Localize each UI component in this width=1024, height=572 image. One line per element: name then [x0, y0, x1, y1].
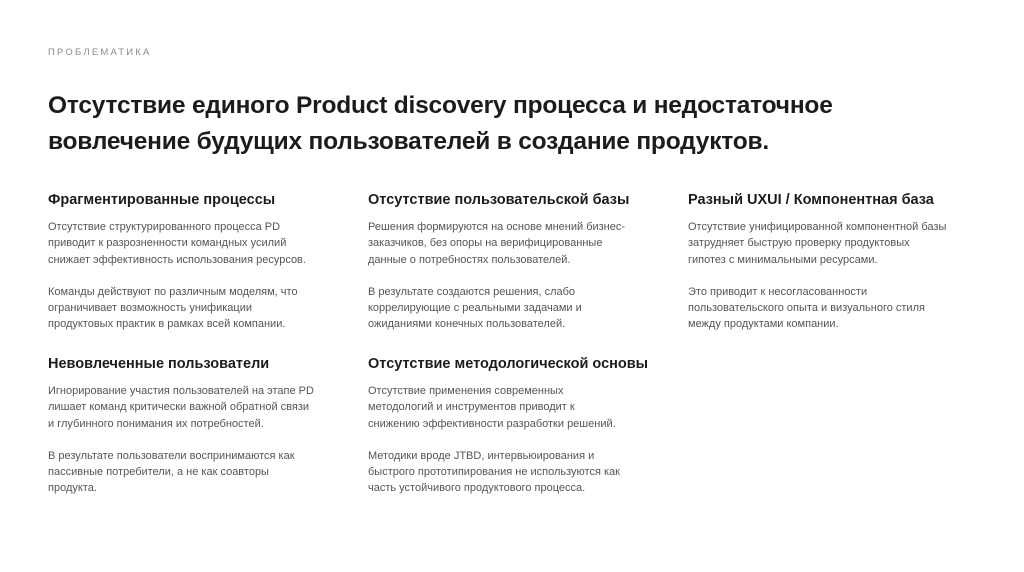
card-paragraph-1: [688, 219, 988, 268]
card-line: данные о потребностях пользователей.: [368, 253, 571, 266]
card-line: приводит к разрозненности командных усилий: [48, 237, 287, 250]
page-title-line-2: вовлечение будущих пользователей в создание продуктов.: [48, 128, 769, 155]
card-line: быстрого прототипирования не используются как: [368, 466, 620, 479]
card-title: Отсутствие методологической основы: [368, 356, 649, 372]
card-paragraph-2: [368, 284, 668, 333]
card-line: Отсутствие унифицированной компонентной базы: [688, 221, 947, 233]
card-line: и глубинного понимания их потребностей.: [48, 417, 264, 430]
card-title: Невовлеченные пользователи: [48, 356, 270, 372]
card-line: ограничивает возможность унификации: [48, 302, 253, 315]
card-paragraph-1: [48, 383, 348, 432]
card-line: Отсутствие применения современных: [368, 385, 564, 397]
problem-card-no-methodology: [368, 354, 668, 497]
card-line: Команды действуют по различным моделям, что: [48, 285, 298, 298]
card-line: часть устойчивого продуктового процесса.: [368, 482, 586, 495]
eyebrow-label: ПРОБЛЕМАТИКА: [48, 47, 152, 58]
card-line: гипотез с минимальными ресурсами.: [688, 253, 878, 266]
problem-card-fragmented-processes: [48, 190, 348, 333]
card-line: заказчиков, без опоры на верифицированные: [368, 237, 603, 250]
card-line: лишает команд критически важной обратной связи: [48, 401, 310, 414]
card-line: снижению эффективности разработки решений.: [368, 417, 616, 430]
card-line: Это приводит к несогласованности: [688, 285, 868, 298]
card-line: Методики вроде JTBD, интервьюирования и: [368, 449, 595, 462]
card-title: Фрагментированные процессы: [48, 192, 276, 208]
problem-card-no-user-base: [368, 190, 668, 333]
card-line: ожиданиями конечных пользователей.: [368, 318, 566, 331]
card-line: Отсутствие структурированного процесса PD: [48, 221, 281, 233]
problem-card-uninvolved-users: [48, 354, 348, 497]
card-paragraph-2: [368, 448, 668, 497]
card-line: коррелирующие с реальными задачами и: [368, 302, 582, 315]
card-line: пассивные потребители, а не как соавторы: [48, 466, 269, 479]
card-paragraph-2: [48, 448, 348, 497]
card-paragraph-1: [368, 219, 668, 268]
card-paragraph-1: [368, 383, 668, 432]
card-title: Отсутствие пользовательской базы: [368, 192, 630, 208]
card-line: между продуктами компании.: [688, 318, 839, 331]
card-line: В результате пользователи воспринимаются как: [48, 449, 295, 462]
card-paragraph-2: [48, 284, 348, 333]
card-line: пользовательского опыта и визуального стиля: [688, 302, 925, 315]
card-line: снижает эффективность использования ресурсов.: [48, 253, 306, 266]
card-line: продукта.: [48, 482, 97, 495]
card-line: Игнорирование участия пользователей на этапе PD: [48, 385, 314, 397]
card-line: затрудняет быструю проверку продуктовых: [688, 237, 910, 250]
card-line: продуктовых практик в рамках всей компании.: [48, 318, 286, 331]
page-title-line-1: Отсутствие единого Product discovery процесса и недостаточное: [48, 92, 833, 119]
page-title: [48, 88, 948, 160]
card-line: методологий и инструментов приводит к: [368, 401, 575, 414]
card-line: Решения формируются на основе мнений бизнес-: [368, 221, 626, 233]
card-paragraph-1: [48, 219, 348, 268]
card-paragraph-2: [688, 284, 988, 333]
card-title: Разный UXUI / Компонентная база: [688, 192, 934, 208]
card-line: В результате создаются решения, слабо: [368, 285, 576, 298]
problem-card-uxui-components: [688, 190, 988, 333]
